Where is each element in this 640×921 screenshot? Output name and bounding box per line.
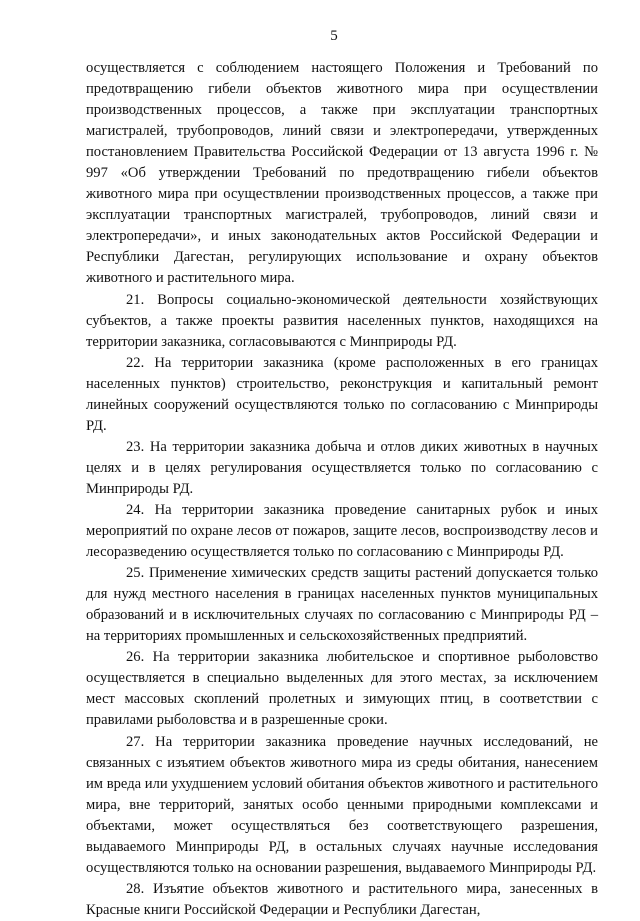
document-body	[86, 58, 598, 921]
paragraph-item-24: 24. На территории заказника проведение санитарных рубок и иных мероприятий по охране лесов от пожаров, защите лесов, воспроизводству лесов и лесоразведению осуществляется только по согласованию с Минприроды РД.	[86, 501, 598, 561]
paragraph-item-21: 21. Вопросы социально-экономической деятельности хозяйствующих субъектов, а также проекты развития населенных пунктов, находящихся на территории заказника, согласовываются с Минприроды РД.	[86, 291, 598, 350]
page-number: 5	[330, 28, 338, 44]
paragraph-item-23: 23. На территории заказника добыча и отлов диких животных в научных целях и в целях регулирования осуществляется только по согласованию с Минприроды РД.	[86, 438, 598, 497]
paragraph-item-27: 27. На территории заказника проведение научных исследований, не связанных с изъятием объектов животного мира из среды обитания, нанесением им вреда или ухудшением условий обитания объектов животного и растительного мира, вне территорий, занятых особо ценными природными комплексами и объектами, может осуществляться без соответствующего разрешения, выдаваемого Минприроды РД, в остальных случаях научные исследования осуществляются только на основании разрешения, выдаваемого Минприроды РД.	[86, 733, 598, 876]
paragraph-item-22: 22. На территории заказника (кроме расположенных в его границах населенных пунктов) строительство, реконструкция и капитальный ремонт линейных сооружений осуществляются только по согласованию с Минприроды РД.	[86, 354, 598, 434]
paragraph-item-28: 28. Изъятие объектов животного и растительного мира, занесенных в Красные книги Российской Федерации и Республики Дагестан,	[86, 880, 598, 918]
paragraph-item-25: 25. Применение химических средств защиты растений допускается только для нужд местного населения в границах населенных пунктов муниципальных образований и в исключительных случаях по согласованию с Минприроды РД – на территориях промышленных и сельскохозяйственных предприятий.	[86, 565, 598, 645]
paragraph-item-26: 26. На территории заказника любительское и спортивное рыболовство осуществляется в специально выделенных для этого местах, за исключением мест массовых скоплений пролетных и зимующих птиц, в соответствии с правилами рыболовства и в разрешенные сроки.	[86, 649, 598, 729]
paragraph-continuation: осуществляется с соблюдением настоящего Положения и Требований по предотвращению гибели объектов животного мира при осуществлении производственных процессов, а также при эксплуатации транспортных магистралей, трубопроводов, линий связи и электропередачи, утвержденных постановлением Правительства Российской Федерации от 13 августа 1996 г. № 997 «Об утверждении Требований по предотвращению гибели объектов животного мира при осуществлении производственных процессов, а также при эксплуатации транспортных магистралей, трубопроводов, линий связи и электропередачи», и иных законодательных актов Российской Федерации и Республики Дагестан, регулирующих использование и охрану объектов животного и растительного мира.	[86, 60, 598, 287]
